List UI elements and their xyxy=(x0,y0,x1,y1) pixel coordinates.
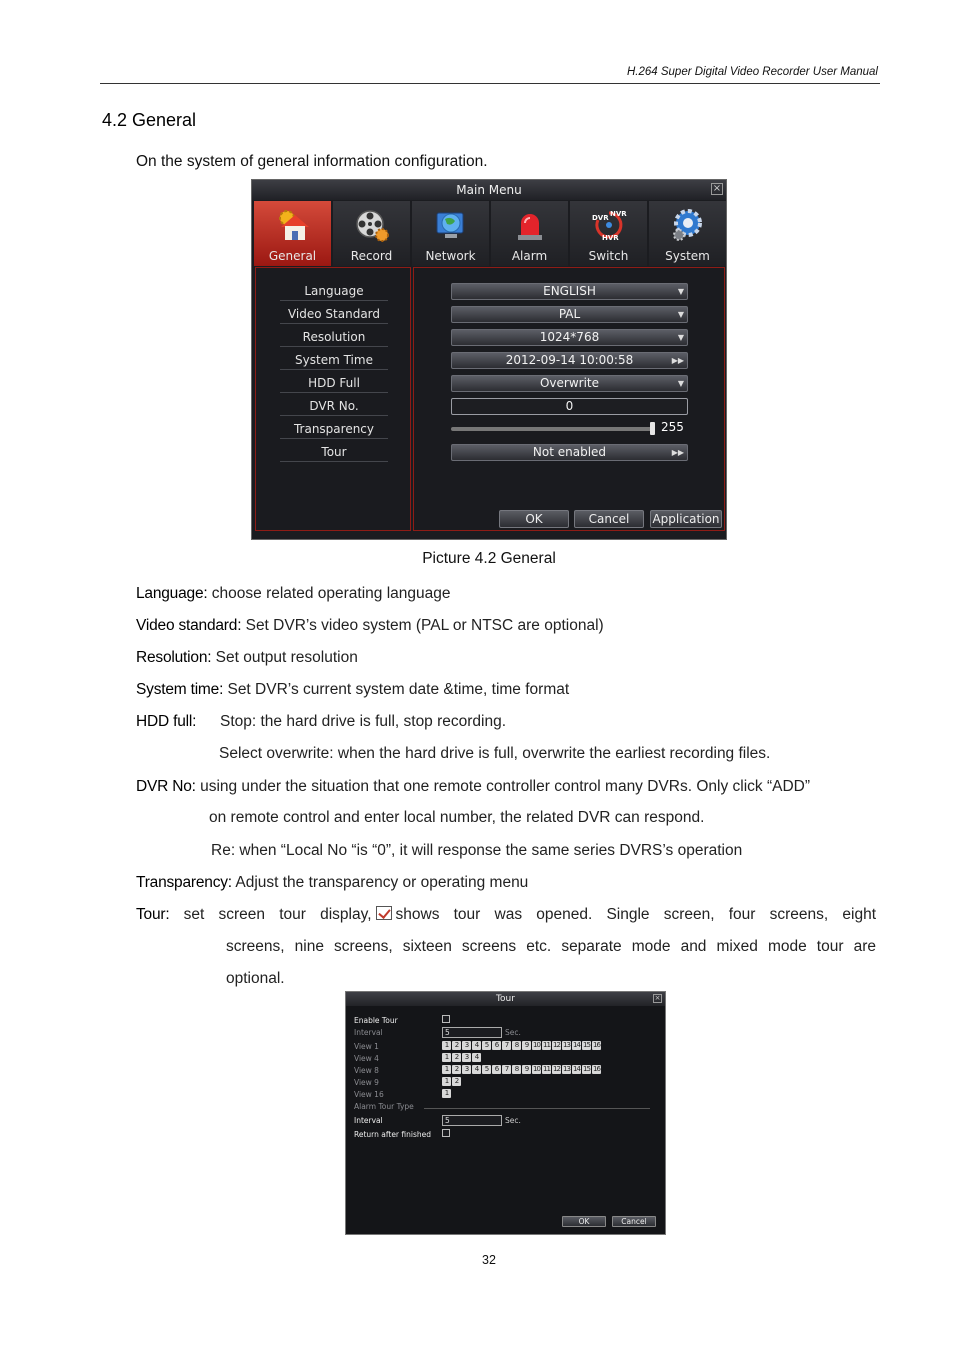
double-chevron-right-icon: ▶▶ xyxy=(671,448,684,457)
channel-cell[interactable]: 1 xyxy=(442,1065,451,1074)
return-after-finished-label: Return after finished xyxy=(354,1130,431,1139)
channel-cell[interactable]: 8 xyxy=(512,1041,521,1050)
transparency-slider[interactable] xyxy=(451,427,653,431)
tab-label: Switch xyxy=(588,249,629,263)
tour-dialog-screenshot xyxy=(345,991,666,1235)
cancel-button[interactable]: Cancel xyxy=(612,1216,656,1227)
view-9-channel-grid xyxy=(442,1077,461,1086)
channel-cell[interactable]: 5 xyxy=(482,1041,491,1050)
transparency-description xyxy=(136,874,528,892)
description-text: Set output resolution xyxy=(211,649,358,666)
section-divider xyxy=(424,1108,650,1109)
video-standard-label: Video Standard xyxy=(280,307,388,324)
channel-cell[interactable]: 10 xyxy=(533,1065,540,1073)
tab-switch[interactable] xyxy=(570,201,647,266)
dvr-no-label: DVR No. xyxy=(280,399,388,416)
term: HDD full: xyxy=(136,713,197,730)
channel-cell[interactable]: 16 xyxy=(593,1041,600,1049)
tab-label: Alarm xyxy=(511,249,548,263)
channel-cell[interactable]: 6 xyxy=(492,1041,501,1050)
channel-cell[interactable]: 1 xyxy=(442,1053,451,1062)
channel-cell[interactable]: 11 xyxy=(543,1065,550,1073)
language-label: Language xyxy=(280,284,388,301)
channel-cell[interactable]: 10 xyxy=(533,1041,540,1049)
channel-cell[interactable]: 2 xyxy=(452,1065,461,1074)
channel-cell[interactable]: 3 xyxy=(462,1053,471,1062)
alarm-interval-input[interactable]: 5 xyxy=(442,1115,502,1126)
view-16-channel-grid xyxy=(442,1089,451,1098)
channel-cell[interactable]: 3 xyxy=(462,1065,471,1074)
resolution-value: 1024*768 xyxy=(539,330,600,344)
main-menu-screenshot xyxy=(251,179,727,540)
globe-icon xyxy=(433,207,469,243)
description-text: Adjust the transparency or operating menu xyxy=(231,874,529,891)
enable-tour-checkbox[interactable] xyxy=(442,1015,450,1023)
channel-cell[interactable]: 3 xyxy=(462,1041,471,1050)
film-reel-icon xyxy=(354,207,390,243)
channel-cell[interactable]: 9 xyxy=(522,1041,531,1050)
tab-record[interactable] xyxy=(333,201,410,266)
checked-checkbox-icon xyxy=(376,906,392,920)
tab-label: Network xyxy=(425,249,476,263)
transparency-value: 255 xyxy=(661,420,684,434)
alarm-light-icon xyxy=(512,207,548,243)
description-text: using under the situation that one remote controller control many DVRs. Only click “ADD” xyxy=(195,778,810,795)
close-icon[interactable]: × xyxy=(712,183,722,194)
view-4-channel-grid xyxy=(442,1053,481,1062)
channel-cell[interactable]: 6 xyxy=(492,1065,501,1074)
alarm-interval-unit: Sec. xyxy=(505,1116,521,1125)
description-text: shows tour was opened. Single screen, four screens, eight xyxy=(395,906,876,923)
page-number: 32 xyxy=(482,1253,496,1267)
tour-line3: optional. xyxy=(226,970,285,987)
video-standard-value: PAL xyxy=(558,307,581,321)
channel-cell[interactable]: 8 xyxy=(512,1065,521,1074)
channel-cell[interactable]: 2 xyxy=(452,1041,461,1050)
description-text: choose related operating language xyxy=(207,585,451,602)
channel-cell[interactable]: 7 xyxy=(502,1041,511,1050)
tab-system[interactable] xyxy=(649,201,726,266)
main-menu-tabs xyxy=(254,201,726,266)
tour-dialog-title: Tour xyxy=(346,992,665,1006)
tab-label: System xyxy=(665,249,710,263)
cancel-button[interactable]: Cancel xyxy=(574,510,644,528)
gears-icon xyxy=(670,207,706,243)
video-standard-select[interactable] xyxy=(451,306,688,323)
term: Tour: xyxy=(136,906,170,923)
term: Language: xyxy=(136,585,208,602)
figure-caption: Picture 4.2 General xyxy=(422,550,556,567)
house-gear-icon xyxy=(275,207,311,243)
section-intro: On the system of general information configuration. xyxy=(136,153,488,170)
channel-cell[interactable]: 13 xyxy=(563,1041,570,1049)
badge-hvr: HVR xyxy=(601,234,619,242)
channel-cell[interactable]: 15 xyxy=(583,1065,590,1073)
channel-cell[interactable]: 16 xyxy=(593,1065,600,1073)
return-after-finished-checkbox[interactable] xyxy=(442,1129,450,1137)
interval-input[interactable]: 5 xyxy=(442,1027,502,1038)
tab-network[interactable] xyxy=(412,201,489,266)
channel-cell[interactable]: 4 xyxy=(472,1041,481,1050)
language-select[interactable] xyxy=(451,283,688,300)
hdd-full-label: HDD Full xyxy=(280,376,388,393)
running-header: H.264 Super Digital Video Recorder User Manual xyxy=(626,66,878,78)
resolution-select[interactable] xyxy=(451,329,688,346)
term: DVR No: xyxy=(136,778,196,795)
hdd-full-line2: Select overwrite: when the hard drive is full, overwrite the earliest recording files. xyxy=(219,745,771,762)
tab-label: General xyxy=(268,249,317,263)
slider-handle[interactable] xyxy=(650,422,655,435)
double-chevron-right-icon: ▶▶ xyxy=(671,356,684,365)
section-title: 4.2 General xyxy=(102,110,197,130)
term: Transparency: xyxy=(136,874,232,891)
system-time-value: 2012-09-14 10:00:58 xyxy=(505,353,634,367)
channel-cell[interactable]: 4 xyxy=(472,1065,481,1074)
language-value: ENGLISH xyxy=(543,284,596,298)
tab-label: Record xyxy=(350,249,393,263)
dvr-no-input[interactable] xyxy=(451,398,688,415)
badge-dvr: DVR xyxy=(591,214,609,222)
channel-cell[interactable]: 14 xyxy=(573,1041,580,1049)
channel-cell[interactable]: 14 xyxy=(573,1065,580,1073)
system-time-button[interactable] xyxy=(451,352,688,369)
tab-alarm[interactable] xyxy=(491,201,568,266)
interval-label: Interval xyxy=(354,1028,383,1037)
ok-button[interactable]: OK xyxy=(499,510,569,528)
description-text: Set DVR’s video system (PAL or NTSC are optional) xyxy=(241,617,604,634)
dvr-no-line2: on remote control and enter local number, the related DVR can respond. xyxy=(209,809,705,826)
header-rule xyxy=(100,83,880,84)
chevron-down-icon: ▼ xyxy=(677,287,684,296)
channel-cell[interactable]: 7 xyxy=(502,1065,511,1074)
channel-cell[interactable]: 1 xyxy=(442,1041,451,1050)
channel-cell[interactable]: 1 xyxy=(442,1089,451,1098)
ok-button[interactable]: OK xyxy=(562,1216,606,1227)
channel-cell[interactable]: 5 xyxy=(482,1065,491,1074)
view-16-label: View 16 xyxy=(354,1090,384,1099)
application-button[interactable]: Application xyxy=(650,510,722,528)
video-standard-description xyxy=(136,617,604,635)
enable-tour-label: Enable Tour xyxy=(354,1016,398,1025)
resolution-label: Resolution xyxy=(280,330,388,347)
hdd-full-value: Overwrite xyxy=(539,376,600,390)
chevron-down-icon: ▼ xyxy=(677,333,684,342)
term: System time: xyxy=(136,681,224,698)
dvr-no-description xyxy=(136,778,810,796)
tour-button[interactable] xyxy=(451,444,688,461)
channel-cell[interactable]: 12 xyxy=(553,1065,560,1073)
dvr-nvr-hvr-icon xyxy=(591,207,627,243)
system-time-label: System Time xyxy=(280,353,388,370)
channel-cell[interactable]: 1 xyxy=(442,1077,451,1086)
channel-cell[interactable]: 4 xyxy=(472,1053,481,1062)
alarm-tour-type-label: Alarm Tour Type xyxy=(354,1102,414,1111)
view-4-label: View 4 xyxy=(354,1054,379,1063)
channel-cell[interactable]: 11 xyxy=(543,1041,550,1049)
channel-cell[interactable]: 2 xyxy=(452,1077,461,1086)
view-1-label: View 1 xyxy=(354,1042,379,1051)
dvr-no-value: 0 xyxy=(565,399,574,413)
chevron-down-icon: ▼ xyxy=(677,379,684,388)
description-text: Set DVR’s current system date &time, time format xyxy=(223,681,570,698)
term: Video standard: xyxy=(136,617,242,634)
tab-general[interactable] xyxy=(254,201,331,266)
transparency-label: Transparency xyxy=(280,422,388,439)
language-description xyxy=(136,585,451,603)
interval-unit: Sec. xyxy=(505,1028,521,1037)
tour-value: Not enabled xyxy=(532,445,607,459)
hdd-full-term xyxy=(136,713,196,731)
system-time-description xyxy=(136,681,569,699)
channel-cell[interactable]: 9 xyxy=(522,1065,531,1074)
dvr-no-line3: Re: when “Local No “is “0”, it will response the same series DVRS’s operation xyxy=(211,842,743,859)
alarm-interval-label: Interval xyxy=(354,1116,383,1125)
tour-description xyxy=(136,906,876,924)
view-9-label: View 9 xyxy=(354,1078,379,1087)
hdd-full-line1: Stop: the hard drive is full, stop recording. xyxy=(220,713,507,730)
channel-cell[interactable]: 2 xyxy=(452,1053,461,1062)
channel-cell[interactable]: 13 xyxy=(563,1065,570,1073)
channel-cell[interactable]: 15 xyxy=(583,1041,590,1049)
description-text: set screen tour display, xyxy=(183,906,372,923)
close-icon[interactable]: × xyxy=(654,994,661,1002)
view-8-label: View 8 xyxy=(354,1066,379,1075)
tour-line2: screens, nine screens, sixteen screens etc. separate mode and mixed mode tour are xyxy=(226,938,876,955)
channel-cell[interactable]: 12 xyxy=(553,1041,560,1049)
main-menu-title: Main Menu xyxy=(252,180,726,200)
term: Resolution: xyxy=(136,649,212,666)
badge-nvr: NVR xyxy=(609,210,627,218)
view-8-channel-grid xyxy=(442,1065,601,1074)
view-1-channel-grid xyxy=(442,1041,601,1050)
chevron-down-icon: ▼ xyxy=(677,310,684,319)
tour-label: Tour xyxy=(280,445,388,462)
resolution-description xyxy=(136,649,358,667)
hdd-full-select[interactable] xyxy=(451,375,688,392)
